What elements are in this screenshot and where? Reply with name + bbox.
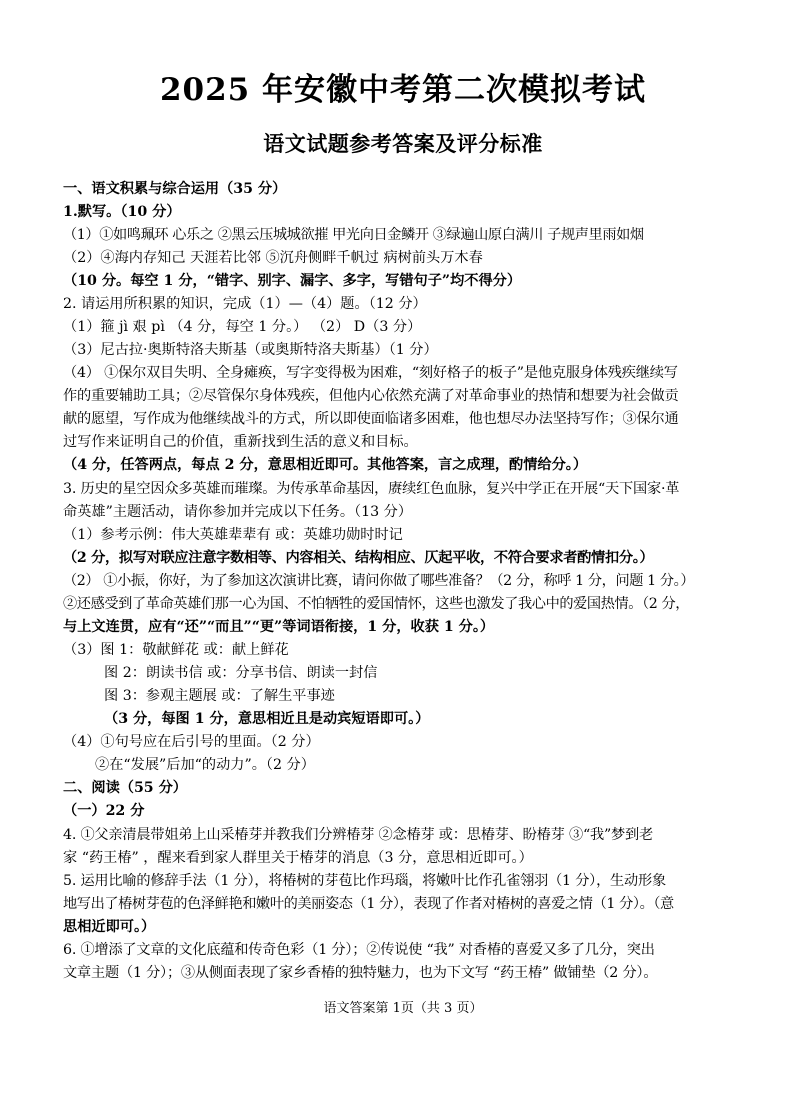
scoring-note: （4 分，任答两点，每点 2 分，意思相近即可。其他答案，言之成理，酌情给分。）	[63, 457, 588, 473]
answer-line: 图 3：参观主题展 或：了解生平事迹	[104, 688, 335, 704]
question-heading: 2. 请运用所积累的知识，完成（1）—（4）题。（12 分）	[63, 296, 427, 312]
answer-line: （2）④海内存知己 天涯若比邻 ⑤沉舟侧畔千帆过 病树前头万木春	[63, 250, 483, 266]
answer-line: 作的重要辅助工具；②尽管保尔身体残疾，但他内心依然充满了对革命事业的热情和想要为社会做贡	[63, 388, 679, 404]
answer-line: （4）①句号应在后引号的里面。（2 分）	[63, 734, 320, 750]
answer-line: ②在“发展”后加“的动力”。（2 分）	[95, 757, 315, 773]
exam-title: 2025 年安徽中考第二次模拟考试	[159, 72, 647, 108]
scoring-note: （3 分，每图 1 分，意思相近且是动宾短语即可。）	[104, 711, 430, 727]
answer-line: （2） ①小振，你好，为了参加这次演讲比赛，请问你做了哪些准备？（2 分，称呼 1 分，问题 1 分。）	[63, 573, 695, 589]
answer-line: 地写出了椿树芽苞的色泽鲜艳和嫩叶的美丽姿态（1 分），表现了作者对椿树的喜爱之情（1 分）。（意	[63, 896, 674, 912]
section-heading: 二、阅读（55 分）	[63, 780, 187, 796]
answer-line: 6. ①增添了文章的文化底蕴和传奇色彩（1 分）；②传说使 “我” 对香椿的喜爱又多了几分，突出	[63, 942, 655, 958]
question-heading: 命英雄”主题活动，请你参加并完成以下任务。（13 分）	[63, 504, 413, 520]
answer-line: 5. 运用比喻的修辞手法（1 分），将椿树的芽苞比作玛瑙，将嫩叶比作孔雀翎羽（1 分），生动形象	[63, 873, 667, 889]
page-footer: 语文答案第 1页（共 3 页）	[323, 1001, 483, 1016]
answer-line: （1）①如鸣珮环 心乐之 ②黑云压城城欲摧 甲光向日金鳞开 ③绿遍山原白满川 子规声里雨如烟	[63, 227, 644, 243]
scoring-note: 与上文连贯，应有“还”“而且”“更”等词语衔接，1 分，收获 1 分。）	[63, 619, 495, 635]
answer-line: （3）图 1：敬献鲜花 或：献上鲜花	[63, 642, 289, 658]
question-heading: 3. 历史的星空因众多英雄而璀璨。为传承革命基因，赓续红色血脉，复兴中学正在开展“天下国家·革	[63, 481, 680, 497]
answer-line: ②还感受到了革命英雄们那一心为国、不怕牺牲的爱国情怀，这些也激发了我心中的爱国热情。（2 分，	[63, 596, 690, 612]
answer-line: 4. ①父亲清晨带姐弟上山采椿芽并教我们分辨椿芽 ②念椿芽 或：思椿芽、盼椿芽 ③“我”梦到老	[63, 827, 653, 843]
subsection-heading: （一）22 分	[63, 803, 145, 819]
scoring-note: （10 分。每空 1 分，“错字、别字、漏字、多字，写错句子”均不得分）	[63, 273, 522, 289]
exam-subtitle: 语文试题参考答案及评分标准	[263, 131, 543, 156]
answer-line: （4） ①保尔双目失明、全身瘫痪，写字变得极为困难，“刻好格子的板子”是他克服身体残疾继续写	[63, 365, 678, 381]
answer-line: （1）参考示例：伟大英雄辈辈有 或：英雄功勋时时记	[63, 527, 403, 543]
answer-line: 家 “药王椿” ，醒来看到家人群里关于椿芽的消息（3 分，意思相近即可。）	[63, 850, 533, 866]
answer-line: 文章主题（1 分）；③从侧面表现了家乡香椿的独特魅力，也为下文写 “药王椿” 做铺垫（2 分）。	[63, 965, 658, 981]
question-heading: 1.默写。（10 分）	[63, 204, 181, 220]
answer-line: （1）箍 jì 艰 pì （4 分，每空 1 分。） （2） D（3 分）	[63, 319, 422, 335]
answer-line: （3）尼古拉·奥斯特洛夫斯基（或奥斯特洛夫斯基）（1 分）	[63, 342, 438, 358]
scoring-note: （2 分，拟写对联应注意字数相等、内容相关、结构相应、仄起平收，不符合要求者酌情扣分。）	[63, 550, 654, 566]
section-heading: 一、语文积累与综合运用（35 分）	[63, 181, 287, 197]
answer-line: 图 2：朗读书信 或：分享书信、朗读一封信	[104, 665, 378, 681]
answer-line: 思相近即可。）	[63, 919, 156, 935]
answer-line: 过写作来证明自己的价值，重新找到生活的意义和目标。	[63, 434, 418, 450]
answer-line: 献的愿望，写作成为他继续战斗的方式，所以即使面临诸多困难，他也想尽办法坚持写作；③保尔通	[63, 411, 679, 427]
